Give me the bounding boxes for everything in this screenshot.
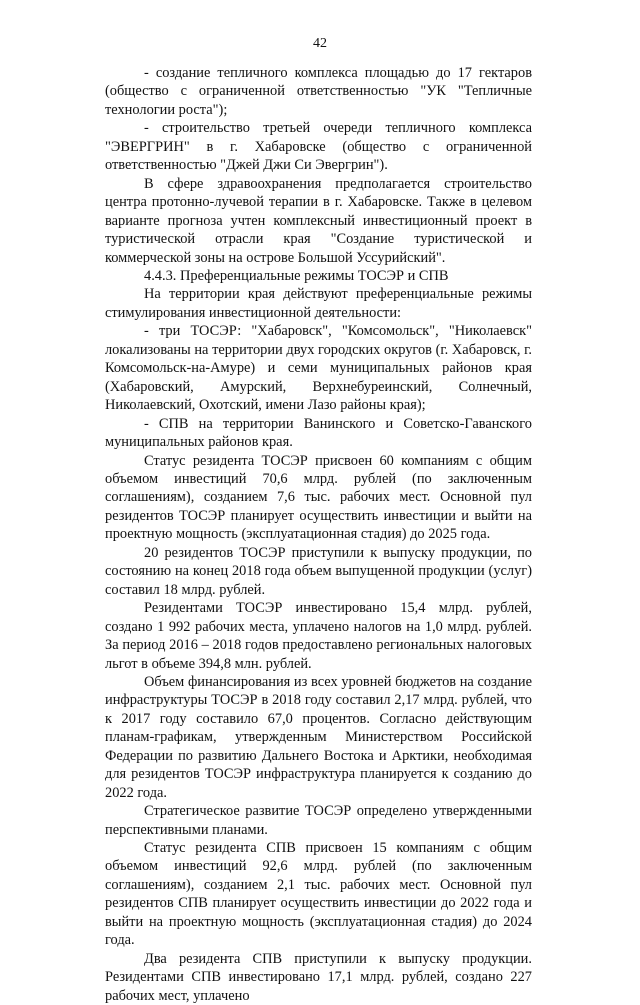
paragraph-2: - строительство третьей очереди тепличного комплекса "ЭВЕРГРИН" в г. Хабаровске (общество с ограниченной ответственностью "Джей Джи Си Эвергрин"). [105,120,532,174]
paragraph-7: - СПВ на территории Ванинского и Советско-Гаванского муниципальных районов края. [105,415,532,451]
paragraph-3: В сфере здравоохранения предполагается строительство центра протонно-лучевой терапии в г. Хабаровске. Также в целевом варианте прогноза учтен комплексный инвестиционный проект в туристической отрасли края "Создание туристической и коммерческой зоны на острове Большой Уссурийский". [105,175,532,266]
paragraph-8: Статус резидента ТОСЭР присвоен 60 компаниям с общим объемом инвестиций 70,6 млрд. рублей (по заключенным соглашениям), созданием 7,6 тыс. рабочих мест. Основной пул резидентов ТОСЭР планирует осуществить инвестиции и выйти на проектную мощность (эксплуатационная стадия) до 2025 года. [105,452,532,543]
paragraph-10: Резидентами ТОСЭР инвестировано 15,4 млрд. рублей, создано 1 992 рабочих места, уплачено налогов на 1,0 млрд. рублей. За период 2016 – 2018 годов предоставлено региональных налоговых льгот в объеме 394,8 млн. рублей. [105,600,532,672]
page-number: 42 [313,36,327,51]
document-body [105,64,532,1005]
paragraph-1: - создание тепличного комплекса площадью до 17 гектаров (общество с ограниченной ответственностью "УК "Тепличные технологии роста"); [105,65,532,118]
paragraph-12: Стратегическое развитие ТОСЭР определено утвержденными перспективными планами. [105,803,532,838]
paragraph-5: На территории края действуют преференциальные режимы стимулирования инвестиционной деятельности: [105,286,532,321]
paragraph-11: Объем финансирования из всех уровней бюджетов на создание инфраструктуры ТОСЭР в 2018 году составил 2,17 млрд. рублей, что к 2017 году составило 67,0 процентов. Согласно действующим планам-графикам, утвержденным Министерством Российской Федерации по развитию Дальнего Востока и Арктики, необходимая для резидентов ТОСЭР инфраструктура планируется к созданию до 2022 года. [105,673,532,801]
paragraph-14: Два резидента СПВ приступили к выпуску продукции. Резидентами СПВ инвестировано 17,1 млрд. рублей, создано 227 рабочих мест, уплачено [105,950,532,1004]
paragraph-6: - три ТОСЭР: "Хабаровск", "Комсомольск", "Николаевск" локализованы на территории двух городских округов (г. Хабаровск, г. Комсомольск-на-Амуре) и семи муниципальных районов края (Хабаровский, Амурский, Верхнебуреинский, Солнечный, Николаевский, Охотский, имени Лазо районы края); [105,323,532,414]
section-heading: 4.4.3. Преференциальные режимы ТОСЭР и СПВ [144,267,449,284]
paragraph-9: 20 резидентов ТОСЭР приступили к выпуску продукции, по состоянию на конец 2018 года объем выпущенной продукции (услуг) составил 18 млрд. рублей. [105,544,532,598]
paragraph-13: Статус резидента СПВ присвоен 15 компаниям с общим объемом инвестиций 92,6 млрд. рублей (по заключенным соглашениям), созданием 2,1 тыс. рабочих мест. Основной пул резидентов СПВ планирует осуществить инвестиции до 2022 года и выйти на проектную мощность (эксплуатационная стадия) до 2024 года. [105,840,532,949]
